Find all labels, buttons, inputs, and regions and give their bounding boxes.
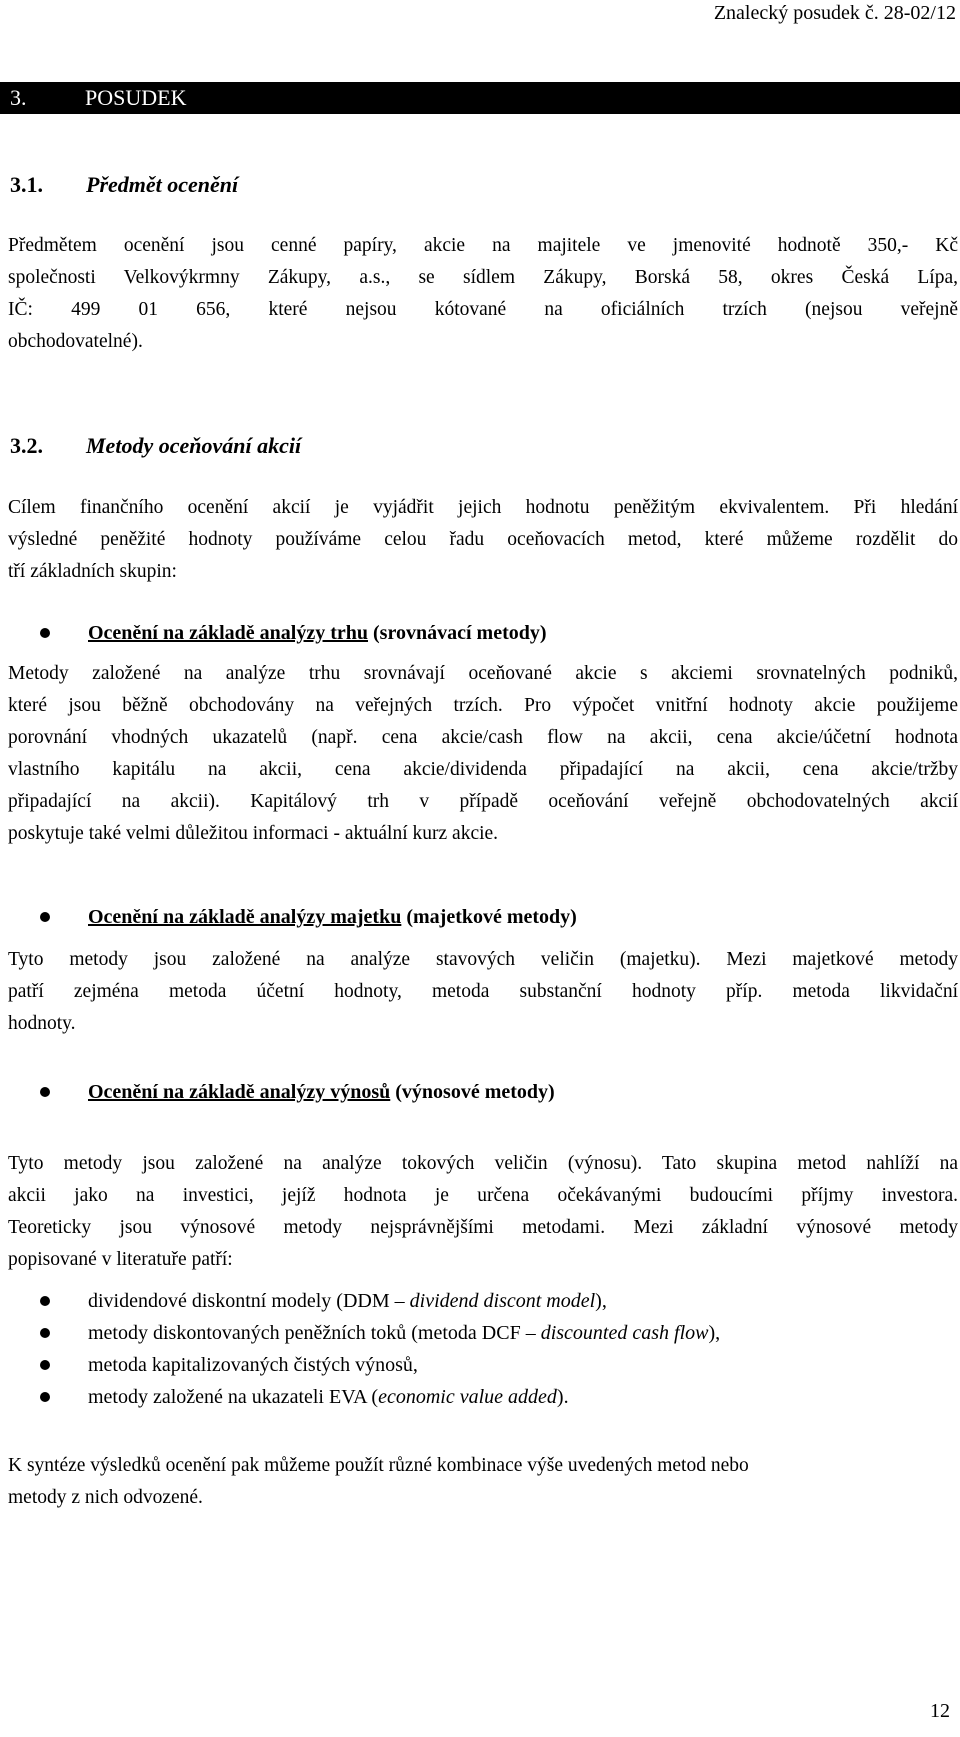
method-income-heading <box>88 1076 555 1108</box>
bullet-icon <box>40 912 50 922</box>
paragraph-line: metody z nich odvozené. <box>8 1487 203 1508</box>
section-heading-3-1 <box>10 172 238 198</box>
paragraph-line: připadající na akcii). Kapitálový trh v případě oceňování veřejně obchodovatelných akcií <box>8 791 958 812</box>
method-subtitle: (majetkové metody) <box>401 906 577 928</box>
paragraph-line: akcii jako na investici, jejíž hodnota je určena očekávanými budoucími příjmy investora. <box>8 1185 958 1206</box>
method-subtitle: (výnosové metody) <box>390 1081 555 1103</box>
method-assets-paragraph <box>8 944 958 1040</box>
paragraph-line: výsledné peněžité hodnoty používáme celou řadu oceňovacích metod, které můžeme rozdělit do <box>8 529 958 550</box>
report-header: Znalecký posudek č. 28-02/12 <box>713 2 956 24</box>
method-subtitle: (srovnávací metody) <box>368 622 547 644</box>
conclusion-paragraph <box>8 1450 958 1514</box>
paragraph-line: poskytuje také velmi důležitou informaci - aktuální kurz akcie. <box>8 823 499 844</box>
paragraph-line: IČ: 499 01 656, které nejsou kótované na oficiálních trzích (nejsou veřejně <box>8 299 958 320</box>
paragraph-line: Tyto metody jsou založené na analýze stavových veličin (majetku). Mezi majetkové metody <box>8 949 958 970</box>
paragraph-line: Teoreticky jsou výnosové metody nejsprávnějšími metodami. Mezi základní výnosové metody <box>8 1217 958 1238</box>
income-methods-list <box>88 1285 720 1413</box>
bullet-icon <box>40 1392 50 1402</box>
paragraph-line: popisované v literatuře patří: <box>8 1249 233 1270</box>
paragraph-line: K syntéze výsledků ocenění pak můžeme použít různé kombinace výše uvedených metod nebo <box>8 1455 749 1476</box>
paragraph-line: patří zejména metoda účetní hodnoty, metoda substanční hodnoty příp. metoda likvidační <box>8 981 958 1002</box>
bullet-icon <box>40 1328 50 1338</box>
paragraph-line: porovnání vhodných ukazatelů (např. cena akcie/cash flow na akcii, cena akcie/účetní hodnota <box>8 727 958 748</box>
bullet-icon <box>40 1296 50 1306</box>
list-item: metoda kapitalizovaných čistých výnosů, <box>88 1349 720 1381</box>
chapter-title: POSUDEK <box>85 85 187 110</box>
section-heading-3-2 <box>10 433 301 459</box>
paragraph-line: vlastního kapitálu na akcii, cena akcie/dividenda připadající na akcii, cena akcie/tržby <box>8 759 958 780</box>
section-title: Předmět ocenění <box>86 172 239 197</box>
page-number: 12 <box>930 1700 950 1722</box>
section-number: 3.2. <box>10 433 43 458</box>
method-title: Ocenění na základě analýzy majetku <box>88 906 402 928</box>
paragraph-line: hodnoty. <box>8 1013 76 1034</box>
method-assets-heading <box>88 901 577 933</box>
section-number: 3.1. <box>10 172 43 197</box>
bullet-icon <box>40 1087 50 1097</box>
list-item: metody založené na ukazateli EVA (economic value added). <box>88 1381 720 1413</box>
paragraph-line: Metody založené na analýze trhu srovnávají oceňované akcie s akciemi srovnatelných podniků, <box>8 663 958 684</box>
chapter-heading <box>0 82 960 114</box>
section-title: Metody oceňování akcií <box>86 433 302 458</box>
paragraph-line: které jsou běžně obchodovány na veřejných trzích. Pro výpočet vnitřní hodnoty akcie použijeme <box>8 695 958 716</box>
method-title: Ocenění na základě analýzy trhu <box>88 622 369 644</box>
section2-intro <box>8 492 958 588</box>
method-market-heading <box>88 617 547 649</box>
method-market-paragraph <box>8 658 958 850</box>
paragraph-line: obchodovatelné). <box>8 331 143 352</box>
method-income-paragraph <box>8 1148 958 1276</box>
paragraph-line: Tyto metody jsou založené na analýze tokových veličin (výnosu). Tato skupina metod nahlíží na <box>8 1153 958 1174</box>
paragraph-line: Cílem finančního ocenění akcií je vyjádřit jejich hodnotu peněžitým ekvivalentem. Při hledání <box>8 497 958 518</box>
chapter-number: 3. <box>10 85 27 110</box>
list-item: dividendové diskontní modely (DDM – dividend discont model), <box>88 1285 720 1317</box>
paragraph-line: Předmětem ocenění jsou cenné papíry, akcie na majitele ve jmenovité hodnotě 350,- Kč <box>8 235 958 256</box>
method-title: Ocenění na základě analýzy výnosů <box>88 1081 391 1103</box>
bullet-icon <box>40 1360 50 1370</box>
section1-paragraph <box>8 230 958 358</box>
paragraph-line: společnosti Velkovýkrmny Zákupy, a.s., se sídlem Zákupy, Borská 58, okres Česká Lípa, <box>8 267 958 288</box>
bullet-icon <box>40 628 50 638</box>
list-item: metody diskontovaných peněžních toků (metoda DCF – discounted cash flow), <box>88 1317 720 1349</box>
paragraph-line: tří základních skupin: <box>8 561 177 582</box>
